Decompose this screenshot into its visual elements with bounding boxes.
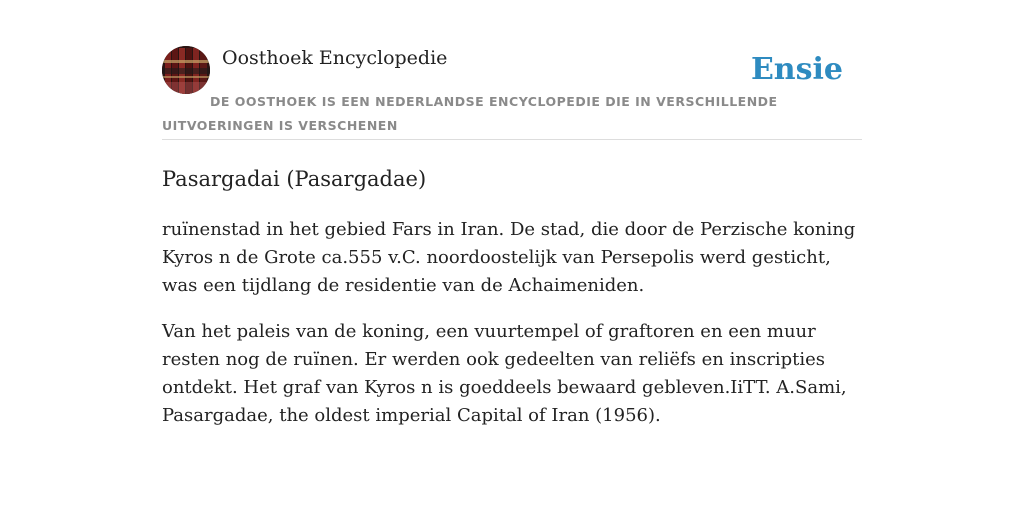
header	[162, 46, 862, 140]
brand-logo[interactable]: Ensie	[750, 52, 843, 87]
divider	[162, 139, 862, 140]
book-spines-icon[interactable]	[162, 46, 210, 94]
entry-paragraph: ruïnenstad in het gebied Fars in Iran. De stad, die door de Perzische koning Kyros n de Grote ca.555 v.C. noordoostelijk van Persepolis werd gesticht, was een tijdlang de residentie van de Achaimeniden.	[162, 219, 856, 296]
source-description: DE OOSTHOEK IS EEN NEDERLANDSE ENCYCLOPEDIE DIE IN VERSCHILLENDE UITVOERINGEN IS VERSCHENEN	[162, 94, 778, 133]
entry-title: Pasargadai (Pasargadae)	[162, 167, 427, 191]
entry-body	[162, 216, 862, 448]
entry-paragraph: Van het paleis van de koning, een vuurtempel of graftoren en een muur resten nog de ruïnen. Er werden ook gedeelten van reliëfs en inscripties ontdekt. Het graf van Kyros n is goeddeels bewaard gebleven.IiTT. A.Sami, Pasargadae, the oldest imperial Capital of Iran (1956).	[162, 321, 847, 426]
source-title[interactable]: Oosthoek Encyclopedie	[222, 47, 448, 69]
